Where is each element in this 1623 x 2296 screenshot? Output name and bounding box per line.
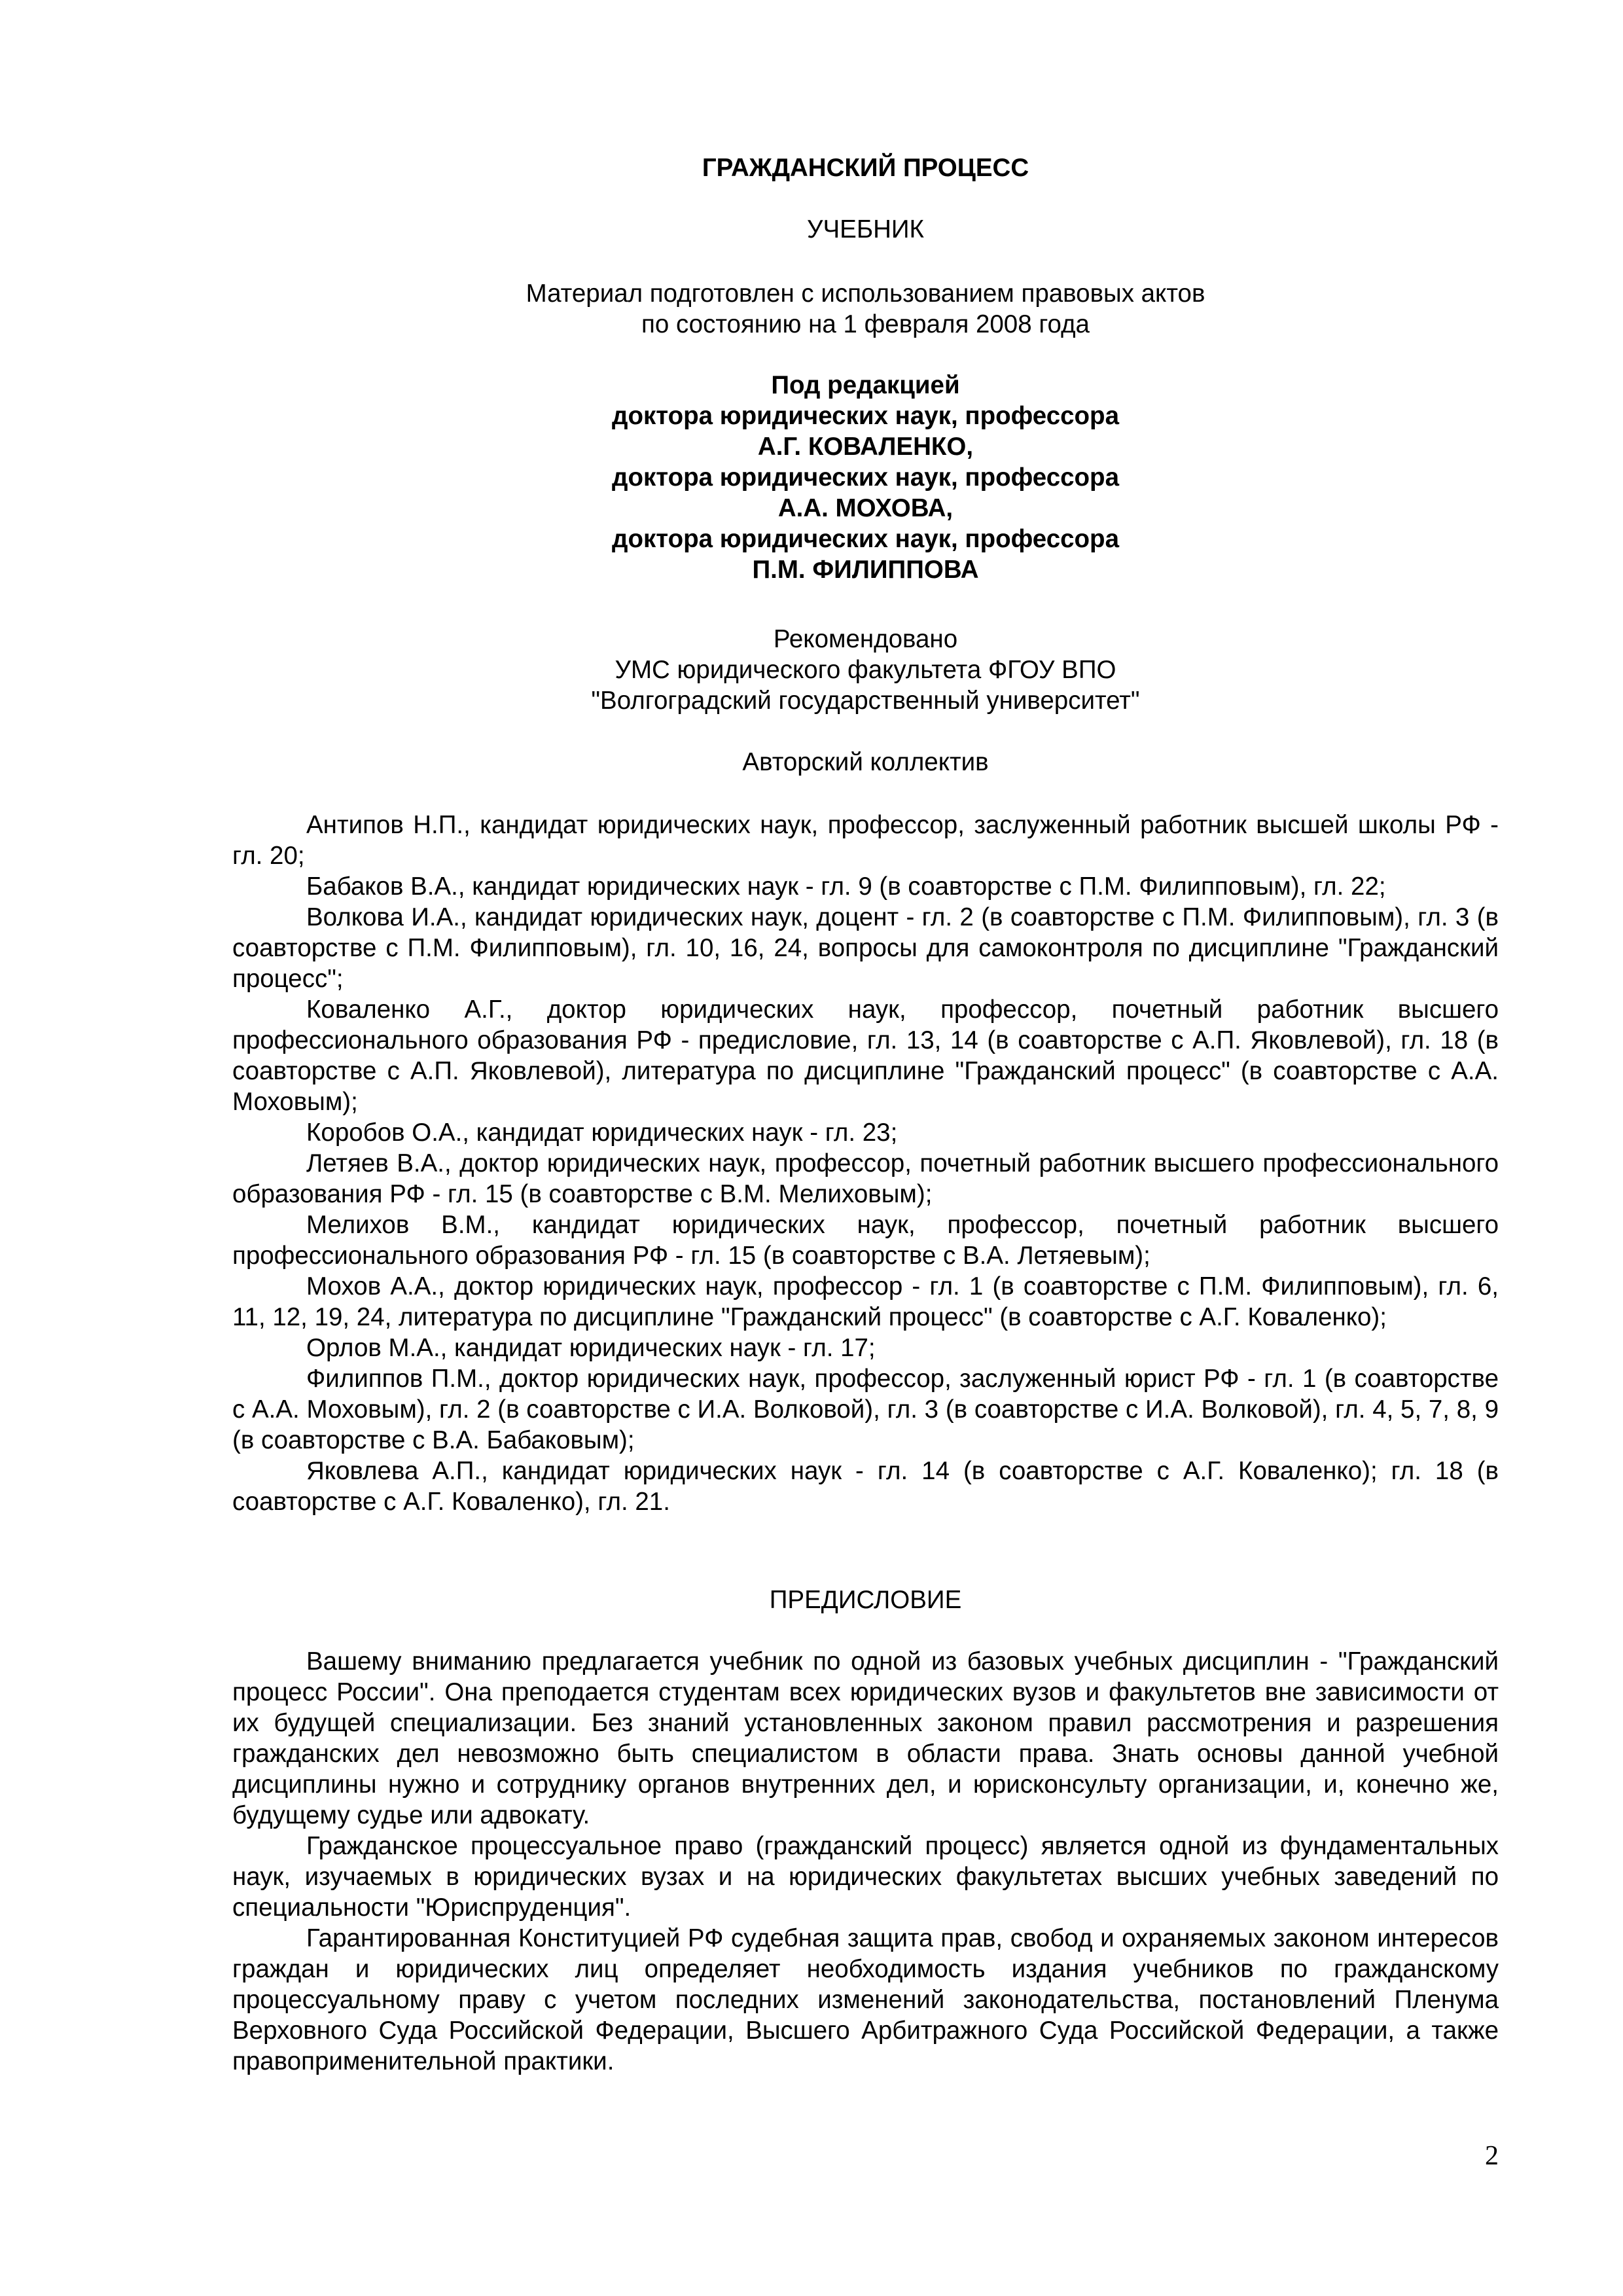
author-entry: Бабаков В.А., кандидат юридических наук - гл. 9 (в соавторстве с П.М. Филипповым), гл. 22; [306, 872, 1386, 901]
editors-line: доктора юридических наук, профессора [612, 525, 1119, 553]
material-note-line: по состоянию на 1 февраля 2008 года [641, 310, 1090, 338]
recommendation-line: "Волгоградский государственный университет" [591, 687, 1140, 715]
author-entry: Волкова И.А., кандидат юридических наук, доцент - гл. 2 (в соавторстве с П.М. Филипповым), гл. 3 (в соавторстве с П.М. Филипповым), гл. 10, 16, 24, вопросы для самоконтроля по дисциплине "Гражданский процесс"; [232, 903, 1499, 993]
editors-line: А.А. МОХОВА, [777, 494, 954, 522]
editors-line: А.Г. КОВАЛЕНКО, [757, 433, 974, 461]
preface-body [232, 1646, 1499, 2077]
author-entry: Орлов М.А., кандидат юридических наук - гл. 17; [306, 1334, 876, 1362]
editors-line: Под редакцией [771, 371, 960, 399]
material-note-line: Материал подготовлен с использованием правовых актов [526, 279, 1205, 308]
authors-list [232, 810, 1499, 1517]
authors-heading: Авторский коллектив [742, 748, 989, 776]
author-entry: Коробов О.А., кандидат юридических наук - гл. 23; [306, 1119, 898, 1147]
recommendation-block [232, 624, 1499, 716]
author-entry: Филиппов П.М., доктор юридических наук, профессор, заслуженный юрист РФ - гл. 1 (в соавторстве с А.А. Моховым), гл. 2 (в соавторстве с И.А. Волковой), гл. 3 (в соавторстве с И.А. Волковой), гл. 4, 5, 7, 8, 9 (в соавторстве с В.А. Бабаковым); [232, 1365, 1499, 1454]
author-entry: Яковлева А.П., кандидат юридических наук - гл. 14 (в соавторстве с А.Г. Коваленко); гл. 18 (в соавторстве с А.Г. Коваленко), гл. 21. [232, 1457, 1499, 1516]
preface-paragraph: Гражданское процессуальное право (гражданский процесс) является одной из фундаментальных наук, изучаемых в юридических вузах и на юридических факультетах высших учебных заведений по специальности "Юриспруденция". [232, 1832, 1499, 1922]
page-number: 2 [1485, 2141, 1499, 2171]
editors-block [232, 370, 1499, 585]
editors-line: доктора юридических наук, профессора [612, 402, 1119, 430]
author-entry: Летяев В.А., доктор юридических наук, профессор, почетный работник высшего профессионального образования РФ - гл. 15 (в соавторстве с В.М. Мелиховым); [232, 1149, 1499, 1208]
editors-line: доктора юридических наук, профессора [612, 463, 1119, 492]
author-entry: Коваленко А.Г., доктор юридических наук, профессор, почетный работник высшего профессионального образования РФ - предисловие, гл. 13, 14 (в соавторстве с А.П. Яковлевой), гл. 18 (в соавторстве с А.П. Яковлевой), литература по дисциплине "Гражданский процесс" (в соавторстве с А.А. Моховым); [232, 996, 1499, 1116]
preface-paragraph: Вашему вниманию предлагается учебник по одной из базовых учебных дисциплин - "Гражданский процесс России". Она преподается студентам всех юридических вузов и факультетов вне зависимости от их будущей специализации. Без знаний установленных законом правил рассмотрения и разрешения гражданских дел невозможно быть специалистом в области права. Знать основы данной учебной дисциплины нужно и сотруднику органов внутренних дел, и юрисконсульту организации, и, конечно же, будущему судье или адвокату. [232, 1647, 1499, 1829]
editors-line: П.М. ФИЛИППОВА [752, 556, 979, 584]
author-entry: Мелихов В.М., кандидат юридических наук, профессор, почетный работник высшего профессионального образования РФ - гл. 15 (в соавторстве с В.А. Летяевым); [232, 1211, 1499, 1270]
recommendation-line: Рекомендовано [773, 625, 958, 653]
preface-paragraph: Гарантированная Конституцией РФ судебная защита прав, свобод и охраняемых законом интересов граждан и юридических лиц определяет необходимость издания учебников по гражданскому процессуальному праву с учетом последних изменений законодательства, постановлений Пленума Верховного Суда Российской Федерации, Высшего Арбитражного Суда Российской Федерации, а также правоприменительной практики. [232, 1924, 1499, 2075]
material-note [232, 278, 1499, 340]
recommendation-line: УМС юридического факультета ФГОУ ВПО [615, 656, 1116, 684]
document-title: ГРАЖДАНСКИЙ ПРОЦЕСС [702, 154, 1029, 182]
document-subtitle: УЧЕБНИК [807, 215, 924, 243]
author-entry: Мохов А.А., доктор юридических наук, профессор - гл. 1 (в соавторстве с П.М. Филипповым), гл. 6, 11, 12, 19, 24, литература по дисциплине "Гражданский процесс" (в соавторстве с А.Г. Коваленко); [232, 1272, 1499, 1331]
preface-heading: ПРЕДИСЛОВИЕ [769, 1586, 962, 1614]
author-entry: Антипов Н.П., кандидат юридических наук, профессор, заслуженный работник высшей школы РФ - гл. 20; [232, 811, 1499, 870]
